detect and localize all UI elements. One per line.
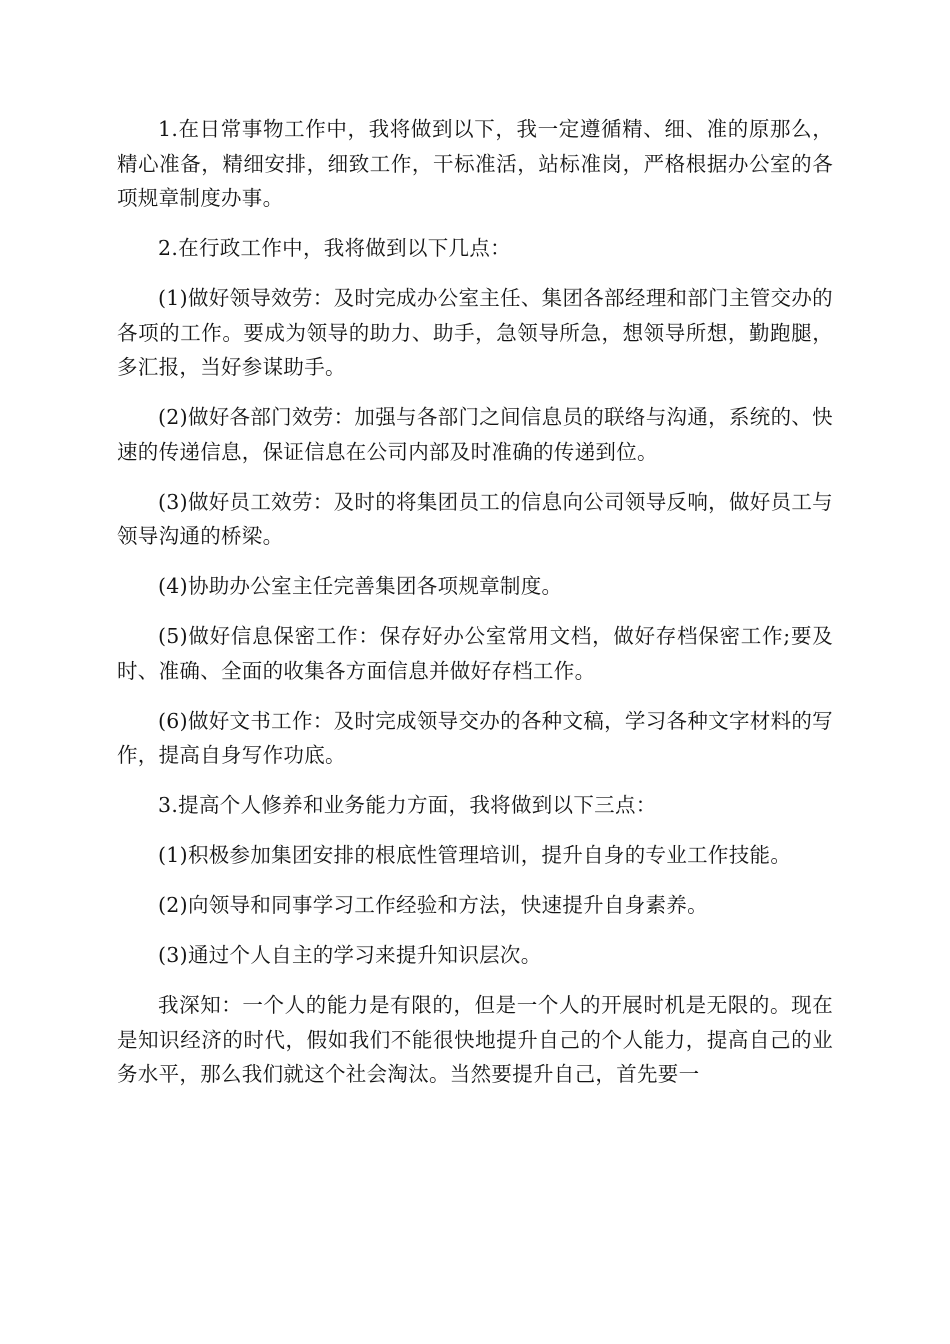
paragraph-clerical-work: (6)做好文书工作：及时完成领导交办的各种文稿，学习各种文字材料的写作，提高自身写作功底。 <box>117 708 833 767</box>
paragraph-training: (1)积极参加集团安排的根底性管理培训，提升自身的专业工作技能。 <box>158 843 792 867</box>
paragraph-confidentiality: (5)做好信息保密工作：保存好办公室常用文档，做好存档保密工作;要及时、准确、全面的收集各方面信息并做好存档工作。 <box>117 624 833 683</box>
paragraph-learn-from-colleagues: (2)向领导和同事学习工作经验和方法，快速提升自身素养。 <box>158 893 708 917</box>
document-body <box>117 112 833 1107</box>
paragraph-serve-departments: (2)做好各部门效劳：加强与各部门之间信息员的联络与沟通，系统的、快速的传递信息，保证信息在公司内部及时准确的传递到位。 <box>117 405 833 464</box>
paragraph-daily-work: 1.在日常事物工作中，我将做到以下，我一定遵循精、细、准的原那么，精心准备，精细安排，细致工作，干标准活，站标准岗，严格根据办公室的各项规章制度办事。 <box>117 117 833 210</box>
paragraph-serve-employees: (3)做好员工效劳：及时的将集团员工的信息向公司领导反响，做好员工与领导沟通的桥梁。 <box>117 489 833 548</box>
paragraph-admin-work-heading: 2.在行政工作中，我将做到以下几点： <box>158 236 511 260</box>
paragraph-conclusion: 我深知：一个人的能力是有限的，但是一个人的开展时机是无限的。现在是知识经济的时代，假如我们不能很快地提升自己的个人能力，提高自己的业务水平，那么我们就这个社会淘汰。当然要提升自己，首先要一 <box>117 993 833 1086</box>
paragraph-self-study: (3)通过个人自主的学习来提升知识层次。 <box>158 943 542 967</box>
paragraph-self-improvement-heading: 3.提高个人修养和业务能力方面，我将做到以下三点： <box>158 793 657 817</box>
paragraph-improve-rules: (4)协助办公室主任完善集团各项规章制度。 <box>158 574 563 598</box>
paragraph-serve-leaders: (1)做好领导效劳：及时完成办公室主任、集团各部经理和部门主管交办的各项的工作。要成为领导的助力、助手，急领导所急，想领导所想，勤跑腿，多汇报，当好参谋助手。 <box>117 286 833 379</box>
